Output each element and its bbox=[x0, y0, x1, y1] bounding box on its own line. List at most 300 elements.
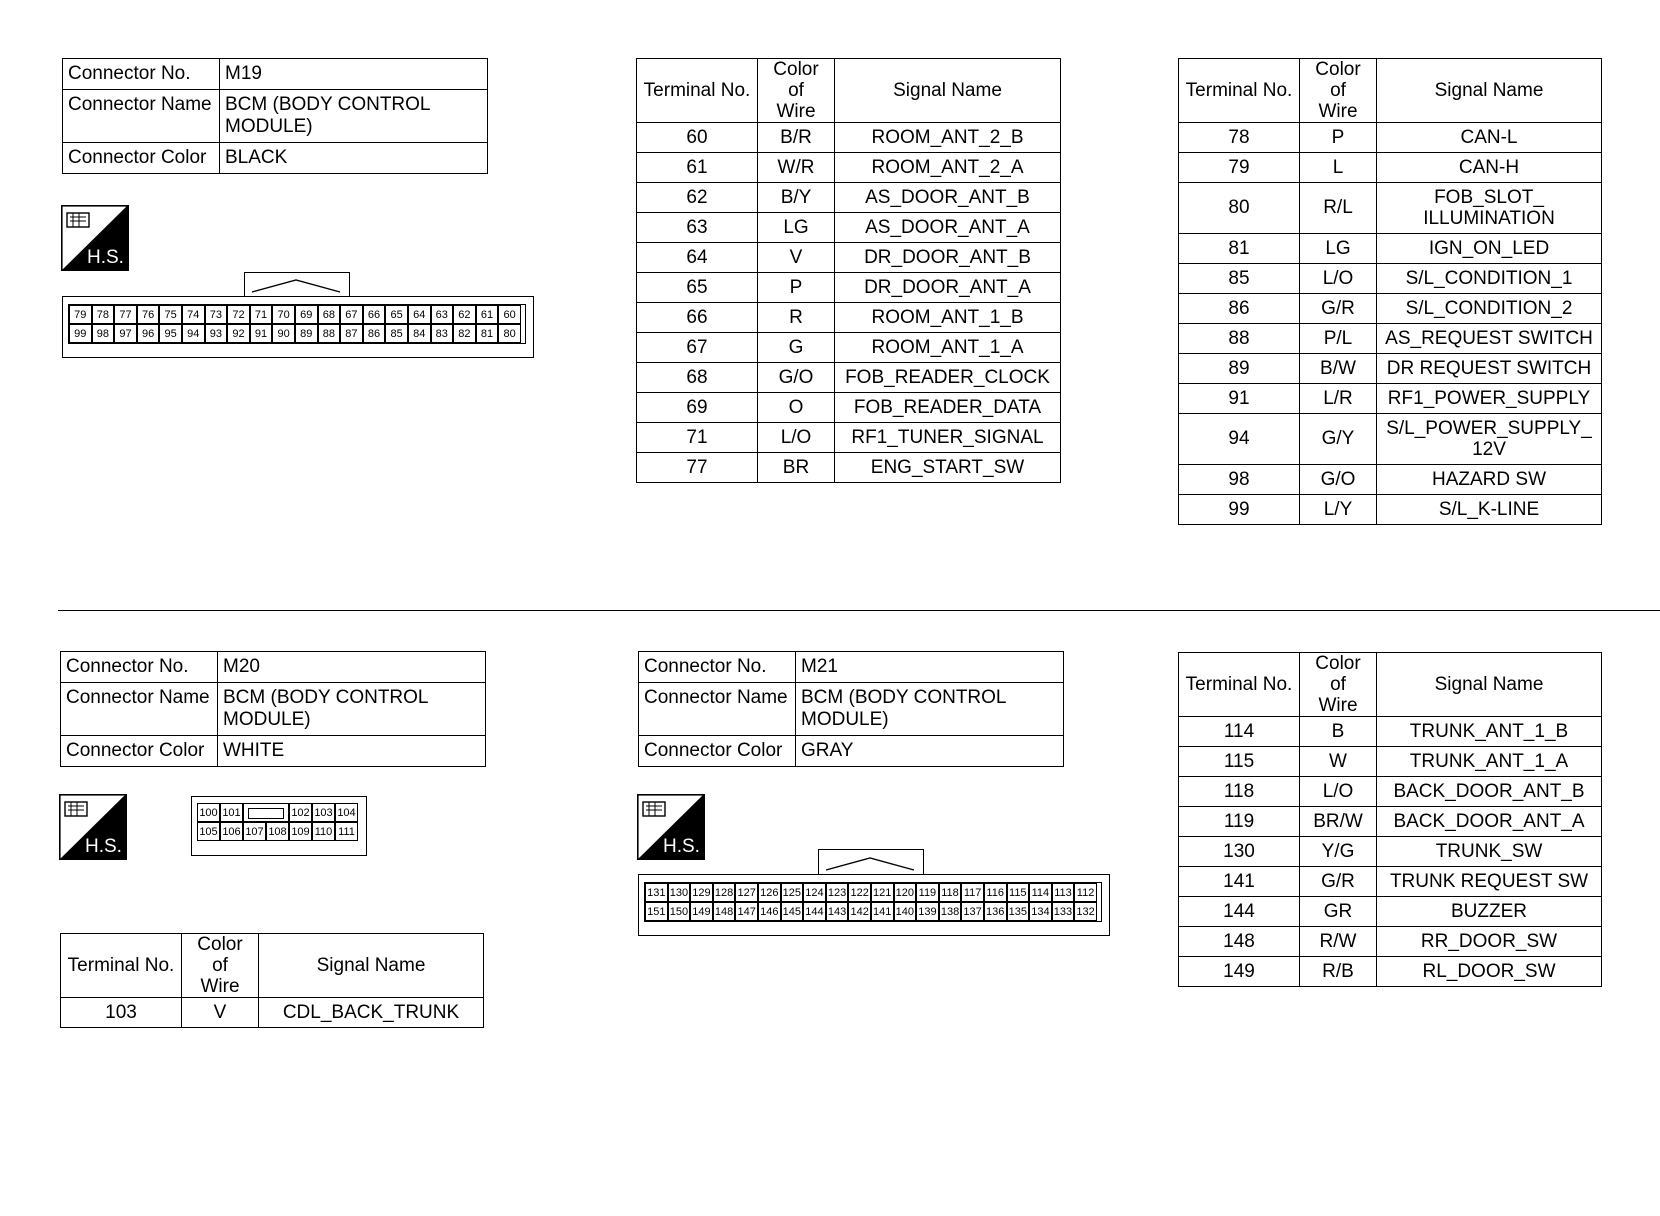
wire-color-cell: G/O bbox=[758, 363, 835, 393]
terminal-table-header bbox=[61, 934, 484, 998]
table-row bbox=[1179, 957, 1602, 987]
m21-connector-name-row bbox=[639, 683, 1064, 736]
connector-pin: 72 bbox=[227, 305, 250, 324]
wire-color-cell: B/W bbox=[1300, 354, 1377, 384]
connector-pin: 147 bbox=[735, 902, 758, 921]
connector-pin: 128 bbox=[713, 883, 736, 902]
terminal-no-header: Terminal No. bbox=[61, 934, 182, 998]
table-row bbox=[1179, 717, 1602, 747]
table-row bbox=[1179, 495, 1602, 525]
connector-color-label: Connector Color bbox=[61, 736, 218, 767]
signal-name-cell: AS_REQUEST SWITCH bbox=[1377, 324, 1602, 354]
m20-connector-color-row bbox=[61, 736, 486, 767]
connector-pin: 100 bbox=[197, 803, 220, 822]
connector-pin: 104 bbox=[335, 803, 358, 822]
connector-pin: 148 bbox=[713, 902, 736, 921]
terminal-no-cell: 144 bbox=[1179, 897, 1300, 927]
m20-harness-side-icon bbox=[59, 794, 127, 860]
m19-connector-color-row bbox=[63, 143, 488, 174]
connector-pin: 90 bbox=[272, 324, 295, 343]
connector-pin: 119 bbox=[916, 883, 939, 902]
table-row bbox=[637, 273, 1061, 303]
color-of-wire-header bbox=[758, 59, 835, 123]
connector-pin: 86 bbox=[363, 324, 386, 343]
connector-pin: 122 bbox=[848, 883, 871, 902]
terminal-no-cell: 64 bbox=[637, 243, 758, 273]
m19-key-chevron bbox=[250, 278, 342, 294]
color-of-wire-header-line1: Color of bbox=[1315, 59, 1361, 101]
signal-name-line2: ILLUMINATION bbox=[1423, 208, 1555, 229]
wire-color-cell: B/Y bbox=[758, 183, 835, 213]
wire-color-cell: B bbox=[1300, 717, 1377, 747]
signal-name-cell: CAN-L bbox=[1377, 123, 1602, 153]
m21-connector-no-row bbox=[639, 652, 1064, 683]
table-row bbox=[1179, 183, 1602, 234]
connector-pin: 93 bbox=[205, 324, 228, 343]
m19-pin-grid bbox=[68, 304, 526, 344]
connector-pin: 116 bbox=[984, 883, 1007, 902]
connector-pin: 150 bbox=[668, 902, 691, 921]
connector-pin: 102 bbox=[289, 803, 312, 822]
table-row bbox=[1179, 897, 1602, 927]
connector-pin: 71 bbox=[250, 305, 273, 324]
color-of-wire-header-line2: Wire bbox=[200, 976, 240, 997]
m19-connector-name-line2: MODULE) bbox=[225, 116, 313, 137]
table-row bbox=[637, 423, 1061, 453]
signal-name-line1: FOB_SLOT_ bbox=[1434, 187, 1544, 208]
wire-color-cell: V bbox=[182, 998, 259, 1028]
signal-name-cell: TRUNK_ANT_1_A bbox=[1377, 747, 1602, 777]
connector-pin: 133 bbox=[1052, 902, 1075, 921]
table-row bbox=[637, 183, 1061, 213]
connector-pin: 136 bbox=[984, 902, 1007, 921]
wire-color-cell: W bbox=[1300, 747, 1377, 777]
terminal-no-cell: 141 bbox=[1179, 867, 1300, 897]
m19-connector-name-row bbox=[63, 90, 488, 143]
connector-pin: 64 bbox=[408, 305, 431, 324]
signal-name-cell: TRUNK REQUEST SW bbox=[1377, 867, 1602, 897]
wire-color-cell: P bbox=[758, 273, 835, 303]
m21-terminal-table bbox=[1178, 652, 1602, 987]
m19-connector-info bbox=[62, 58, 488, 174]
table-row bbox=[1179, 234, 1602, 264]
wire-color-cell: L/Y bbox=[1300, 495, 1377, 525]
color-of-wire-header bbox=[1300, 653, 1377, 717]
terminal-no-cell: 60 bbox=[637, 123, 758, 153]
connector-pin: 137 bbox=[961, 902, 984, 921]
wire-color-cell: LG bbox=[1300, 234, 1377, 264]
terminal-no-cell: 114 bbox=[1179, 717, 1300, 747]
color-of-wire-header-line1: Color of bbox=[197, 934, 243, 976]
connector-pin: 124 bbox=[803, 883, 826, 902]
terminal-no-cell: 88 bbox=[1179, 324, 1300, 354]
table-row bbox=[1179, 123, 1602, 153]
wire-color-cell: G/O bbox=[1300, 465, 1377, 495]
wire-color-cell: L/R bbox=[1300, 384, 1377, 414]
signal-name-cell: AS_DOOR_ANT_A bbox=[835, 213, 1061, 243]
signal-name-cell: ROOM_ANT_2_A bbox=[835, 153, 1061, 183]
connector-pin: 118 bbox=[939, 883, 962, 902]
signal-name-cell: RR_DOOR_SW bbox=[1377, 927, 1602, 957]
m21-connector-no: M21 bbox=[796, 652, 1064, 683]
connector-pin: 67 bbox=[340, 305, 363, 324]
signal-name-cell: HAZARD SW bbox=[1377, 465, 1602, 495]
connector-pin: 123 bbox=[826, 883, 849, 902]
connector-pin: 144 bbox=[803, 902, 826, 921]
wire-color-cell: G bbox=[758, 333, 835, 363]
m20-connector-no: M20 bbox=[218, 652, 486, 683]
signal-name-cell: ENG_START_SW bbox=[835, 453, 1061, 483]
table-row bbox=[637, 243, 1061, 273]
wire-color-cell: B/R bbox=[758, 123, 835, 153]
connector-pin: 113 bbox=[1052, 883, 1075, 902]
table-row bbox=[1179, 747, 1602, 777]
signal-name-cell: RF1_POWER_SUPPLY bbox=[1377, 384, 1602, 414]
signal-name-cell: TRUNK_SW bbox=[1377, 837, 1602, 867]
section-divider bbox=[58, 610, 1660, 611]
terminal-no-cell: 99 bbox=[1179, 495, 1300, 525]
table-row bbox=[637, 123, 1061, 153]
m21-connector-name bbox=[796, 683, 1064, 736]
signal-name-cell bbox=[1377, 414, 1602, 465]
terminal-table-header bbox=[637, 59, 1061, 123]
table-row bbox=[637, 453, 1061, 483]
connector-pin: 117 bbox=[961, 883, 984, 902]
terminal-no-cell: 81 bbox=[1179, 234, 1300, 264]
connector-pin: 62 bbox=[453, 305, 476, 324]
connector-pin: 63 bbox=[431, 305, 454, 324]
m19-connector-no: M19 bbox=[220, 59, 488, 90]
connector-pin: 99 bbox=[69, 324, 92, 343]
connector-pin: 129 bbox=[690, 883, 713, 902]
m20-connector-info bbox=[60, 651, 486, 767]
connector-pin: 91 bbox=[250, 324, 273, 343]
terminal-no-cell: 66 bbox=[637, 303, 758, 333]
m21-connector-info bbox=[638, 651, 1064, 767]
wire-color-cell: V bbox=[758, 243, 835, 273]
table-row bbox=[1179, 837, 1602, 867]
terminal-no-header: Terminal No. bbox=[637, 59, 758, 123]
connector-pin: 60 bbox=[498, 305, 521, 324]
connector-pin: 80 bbox=[498, 324, 521, 343]
wire-color-cell: L/O bbox=[1300, 777, 1377, 807]
terminal-no-cell: 118 bbox=[1179, 777, 1300, 807]
wire-color-cell: LG bbox=[758, 213, 835, 243]
terminal-no-cell: 86 bbox=[1179, 294, 1300, 324]
m20-key-slot bbox=[243, 803, 289, 822]
connector-pin: 66 bbox=[363, 305, 386, 324]
table-row bbox=[1179, 354, 1602, 384]
terminal-no-cell: 77 bbox=[637, 453, 758, 483]
table-row bbox=[1179, 384, 1602, 414]
m19-harness-side-icon bbox=[61, 205, 129, 271]
connector-pin: 135 bbox=[1007, 902, 1030, 921]
connector-pin: 78 bbox=[92, 305, 115, 324]
wire-color-cell: G/Y bbox=[1300, 414, 1377, 465]
table-row bbox=[1179, 777, 1602, 807]
color-of-wire-header-line2: Wire bbox=[776, 101, 816, 122]
connector-pin: 87 bbox=[340, 324, 363, 343]
connector-pin: 69 bbox=[295, 305, 318, 324]
terminal-no-cell: 91 bbox=[1179, 384, 1300, 414]
terminal-no-cell: 78 bbox=[1179, 123, 1300, 153]
terminal-no-cell: 119 bbox=[1179, 807, 1300, 837]
signal-name-cell: RL_DOOR_SW bbox=[1377, 957, 1602, 987]
connector-pin: 146 bbox=[758, 902, 781, 921]
table-row bbox=[1179, 414, 1602, 465]
table-row bbox=[1179, 927, 1602, 957]
m21-pin-grid bbox=[644, 882, 1102, 922]
m20-terminal-table bbox=[60, 933, 484, 1028]
connector-pin: 84 bbox=[408, 324, 431, 343]
connector-pin: 73 bbox=[205, 305, 228, 324]
table-row bbox=[1179, 294, 1602, 324]
connector-pin: 108 bbox=[266, 822, 289, 841]
m20-pin-row-bottom bbox=[197, 822, 359, 841]
signal-name-line1: S/L_POWER_SUPPLY_ bbox=[1386, 418, 1592, 439]
terminal-no-cell: 130 bbox=[1179, 837, 1300, 867]
connector-color-label: Connector Color bbox=[639, 736, 796, 767]
connector-pin: 132 bbox=[1074, 902, 1097, 921]
m21-pin-row-bottom bbox=[645, 902, 1101, 921]
connector-pin: 120 bbox=[894, 883, 917, 902]
table-row bbox=[637, 393, 1061, 423]
connector-pin: 125 bbox=[781, 883, 804, 902]
signal-name-cell: BUZZER bbox=[1377, 897, 1602, 927]
connector-pin: 65 bbox=[385, 305, 408, 324]
m21-connector-color-row bbox=[639, 736, 1064, 767]
connector-name-label: Connector Name bbox=[61, 683, 218, 736]
wire-color-cell: R bbox=[758, 303, 835, 333]
table-row bbox=[637, 333, 1061, 363]
terminal-table-header bbox=[1179, 653, 1602, 717]
connector-pin: 130 bbox=[668, 883, 691, 902]
color-of-wire-header-line1: Color of bbox=[773, 59, 819, 101]
wire-color-cell: R/W bbox=[1300, 927, 1377, 957]
signal-name-cell: ROOM_ANT_1_A bbox=[835, 333, 1061, 363]
m21-connector-color: GRAY bbox=[796, 736, 1064, 767]
signal-name-cell: RF1_TUNER_SIGNAL bbox=[835, 423, 1061, 453]
terminal-no-cell: 98 bbox=[1179, 465, 1300, 495]
connector-no-label: Connector No. bbox=[63, 59, 220, 90]
connector-pin: 76 bbox=[137, 305, 160, 324]
terminal-no-cell: 89 bbox=[1179, 354, 1300, 384]
connector-pin: 97 bbox=[114, 324, 137, 343]
m19-terminal-table-b bbox=[1178, 58, 1602, 525]
connector-pin: 112 bbox=[1074, 883, 1097, 902]
table-row bbox=[1179, 264, 1602, 294]
signal-name-cell: BACK_DOOR_ANT_A bbox=[1377, 807, 1602, 837]
m21-connector-name-line1: BCM (BODY CONTROL bbox=[801, 687, 1007, 708]
signal-name-header: Signal Name bbox=[835, 59, 1061, 123]
connector-pin: 83 bbox=[431, 324, 454, 343]
connector-pin: 85 bbox=[385, 324, 408, 343]
terminal-no-cell: 68 bbox=[637, 363, 758, 393]
signal-name-cell: TRUNK_ANT_1_B bbox=[1377, 717, 1602, 747]
wire-color-cell: P/L bbox=[1300, 324, 1377, 354]
connector-pin: 92 bbox=[227, 324, 250, 343]
table-row bbox=[1179, 153, 1602, 183]
m19-pin-row-bottom bbox=[69, 324, 525, 343]
signal-name-cell: CDL_BACK_TRUNK bbox=[259, 998, 484, 1028]
wire-color-cell: G/R bbox=[1300, 867, 1377, 897]
terminal-no-cell: 149 bbox=[1179, 957, 1300, 987]
signal-name-cell: FOB_READER_CLOCK bbox=[835, 363, 1061, 393]
wire-color-cell: P bbox=[1300, 123, 1377, 153]
m19-connector-color: BLACK bbox=[220, 143, 488, 174]
connector-pin: 88 bbox=[318, 324, 341, 343]
connector-pin: 134 bbox=[1029, 902, 1052, 921]
signal-name-header: Signal Name bbox=[259, 934, 484, 998]
connector-pin: 61 bbox=[476, 305, 499, 324]
terminal-no-header: Terminal No. bbox=[1179, 653, 1300, 717]
terminal-no-cell: 61 bbox=[637, 153, 758, 183]
table-row bbox=[637, 303, 1061, 333]
connector-pin: 109 bbox=[289, 822, 312, 841]
signal-name-cell: IGN_ON_LED bbox=[1377, 234, 1602, 264]
connector-pin: 74 bbox=[182, 305, 205, 324]
connector-pin: 145 bbox=[781, 902, 804, 921]
connector-pin: 98 bbox=[92, 324, 115, 343]
terminal-no-cell: 62 bbox=[637, 183, 758, 213]
wire-color-cell: L/O bbox=[758, 423, 835, 453]
terminal-no-cell: 148 bbox=[1179, 927, 1300, 957]
connector-pin: 126 bbox=[758, 883, 781, 902]
connector-pin: 140 bbox=[894, 902, 917, 921]
m20-connector-name-row bbox=[61, 683, 486, 736]
connector-pin: 142 bbox=[848, 902, 871, 921]
connector-pin: 127 bbox=[735, 883, 758, 902]
connector-pin: 149 bbox=[690, 902, 713, 921]
connector-pin: 70 bbox=[272, 305, 295, 324]
m21-pin-row-top bbox=[645, 883, 1101, 902]
connector-pin: 103 bbox=[312, 803, 335, 822]
table-row bbox=[1179, 807, 1602, 837]
wire-color-cell: L bbox=[1300, 153, 1377, 183]
m20-connector-color: WHITE bbox=[218, 736, 486, 767]
signal-name-cell: FOB_READER_DATA bbox=[835, 393, 1061, 423]
connector-pin: 139 bbox=[916, 902, 939, 921]
terminal-no-cell: 115 bbox=[1179, 747, 1300, 777]
wire-color-cell: Y/G bbox=[1300, 837, 1377, 867]
signal-name-cell: BACK_DOOR_ANT_B bbox=[1377, 777, 1602, 807]
m19-connector-name bbox=[220, 90, 488, 143]
table-row bbox=[637, 213, 1061, 243]
connector-pin: 121 bbox=[871, 883, 894, 902]
connector-pin: 94 bbox=[182, 324, 205, 343]
connector-pin: 131 bbox=[645, 883, 668, 902]
connector-no-label: Connector No. bbox=[61, 652, 218, 683]
connector-pin: 81 bbox=[476, 324, 499, 343]
m21-harness-side-icon bbox=[637, 794, 705, 860]
terminal-no-cell: 94 bbox=[1179, 414, 1300, 465]
m19-terminal-table-a bbox=[636, 58, 1061, 483]
wire-color-cell: G/R bbox=[1300, 294, 1377, 324]
table-row bbox=[1179, 324, 1602, 354]
signal-name-header: Signal Name bbox=[1377, 59, 1602, 123]
signal-name-cell: DR_DOOR_ANT_A bbox=[835, 273, 1061, 303]
connector-pin: 89 bbox=[295, 324, 318, 343]
table-row bbox=[1179, 867, 1602, 897]
m20-connector-name-line1: BCM (BODY CONTROL bbox=[223, 687, 429, 708]
connector-name-label: Connector Name bbox=[639, 683, 796, 736]
wire-color-cell: GR bbox=[1300, 897, 1377, 927]
connector-pin: 68 bbox=[318, 305, 341, 324]
wire-color-cell: W/R bbox=[758, 153, 835, 183]
signal-name-cell: S/L_K-LINE bbox=[1377, 495, 1602, 525]
m20-connector-name-line2: MODULE) bbox=[223, 709, 311, 730]
connector-color-label: Connector Color bbox=[63, 143, 220, 174]
m20-pin-grid bbox=[197, 803, 359, 841]
connector-pin: 141 bbox=[871, 902, 894, 921]
m21-key-chevron bbox=[824, 856, 916, 872]
color-of-wire-header-line2: Wire bbox=[1318, 695, 1358, 716]
signal-name-line2: 12V bbox=[1472, 439, 1506, 460]
m19-connector-name-line1: BCM (BODY CONTROL bbox=[225, 94, 431, 115]
terminal-no-cell: 79 bbox=[1179, 153, 1300, 183]
connector-pin: 143 bbox=[826, 902, 849, 921]
terminal-no-cell: 65 bbox=[637, 273, 758, 303]
connector-pin: 95 bbox=[159, 324, 182, 343]
m19-hs-label: H.S. bbox=[87, 247, 124, 268]
terminal-no-cell: 69 bbox=[637, 393, 758, 423]
connector-pin: 107 bbox=[243, 822, 266, 841]
signal-name-cell: S/L_CONDITION_2 bbox=[1377, 294, 1602, 324]
m20-connector-no-row bbox=[61, 652, 486, 683]
table-row bbox=[637, 363, 1061, 393]
terminal-no-cell: 67 bbox=[637, 333, 758, 363]
m19-pin-row-top bbox=[69, 305, 525, 324]
signal-name-cell: ROOM_ANT_1_B bbox=[835, 303, 1061, 333]
signal-name-cell: AS_DOOR_ANT_B bbox=[835, 183, 1061, 213]
wire-color-cell: BR bbox=[758, 453, 835, 483]
wire-color-cell: L/O bbox=[1300, 264, 1377, 294]
connector-pin: 151 bbox=[645, 902, 668, 921]
m20-connector-name bbox=[218, 683, 486, 736]
connector-pin: 96 bbox=[137, 324, 160, 343]
connector-pin: 82 bbox=[453, 324, 476, 343]
terminal-no-cell: 71 bbox=[637, 423, 758, 453]
connector-pin: 115 bbox=[1007, 883, 1030, 902]
wire-color-cell: R/B bbox=[1300, 957, 1377, 987]
color-of-wire-header-line2: Wire bbox=[1318, 101, 1358, 122]
wire-color-cell: BR/W bbox=[1300, 807, 1377, 837]
signal-name-header: Signal Name bbox=[1377, 653, 1602, 717]
terminal-no-cell: 80 bbox=[1179, 183, 1300, 234]
signal-name-cell: DR REQUEST SWITCH bbox=[1377, 354, 1602, 384]
connector-pin: 101 bbox=[220, 803, 243, 822]
m20-hs-label: H.S. bbox=[85, 836, 122, 857]
terminal-no-cell: 63 bbox=[637, 213, 758, 243]
connector-pin: 79 bbox=[69, 305, 92, 324]
table-row bbox=[637, 153, 1061, 183]
table-row bbox=[61, 998, 484, 1028]
signal-name-cell: ROOM_ANT_2_B bbox=[835, 123, 1061, 153]
terminal-no-cell: 103 bbox=[61, 998, 182, 1028]
color-of-wire-header bbox=[1300, 59, 1377, 123]
terminal-no-header: Terminal No. bbox=[1179, 59, 1300, 123]
m21-hs-label: H.S. bbox=[663, 836, 700, 857]
connector-pin: 105 bbox=[197, 822, 220, 841]
wire-color-cell: R/L bbox=[1300, 183, 1377, 234]
wire-color-cell: O bbox=[758, 393, 835, 423]
terminal-table-header bbox=[1179, 59, 1602, 123]
connector-pin: 77 bbox=[114, 305, 137, 324]
m21-connector-name-line2: MODULE) bbox=[801, 709, 889, 730]
m19-connector-no-row bbox=[63, 59, 488, 90]
m20-pin-row-top bbox=[197, 803, 359, 822]
connector-pin: 110 bbox=[312, 822, 335, 841]
